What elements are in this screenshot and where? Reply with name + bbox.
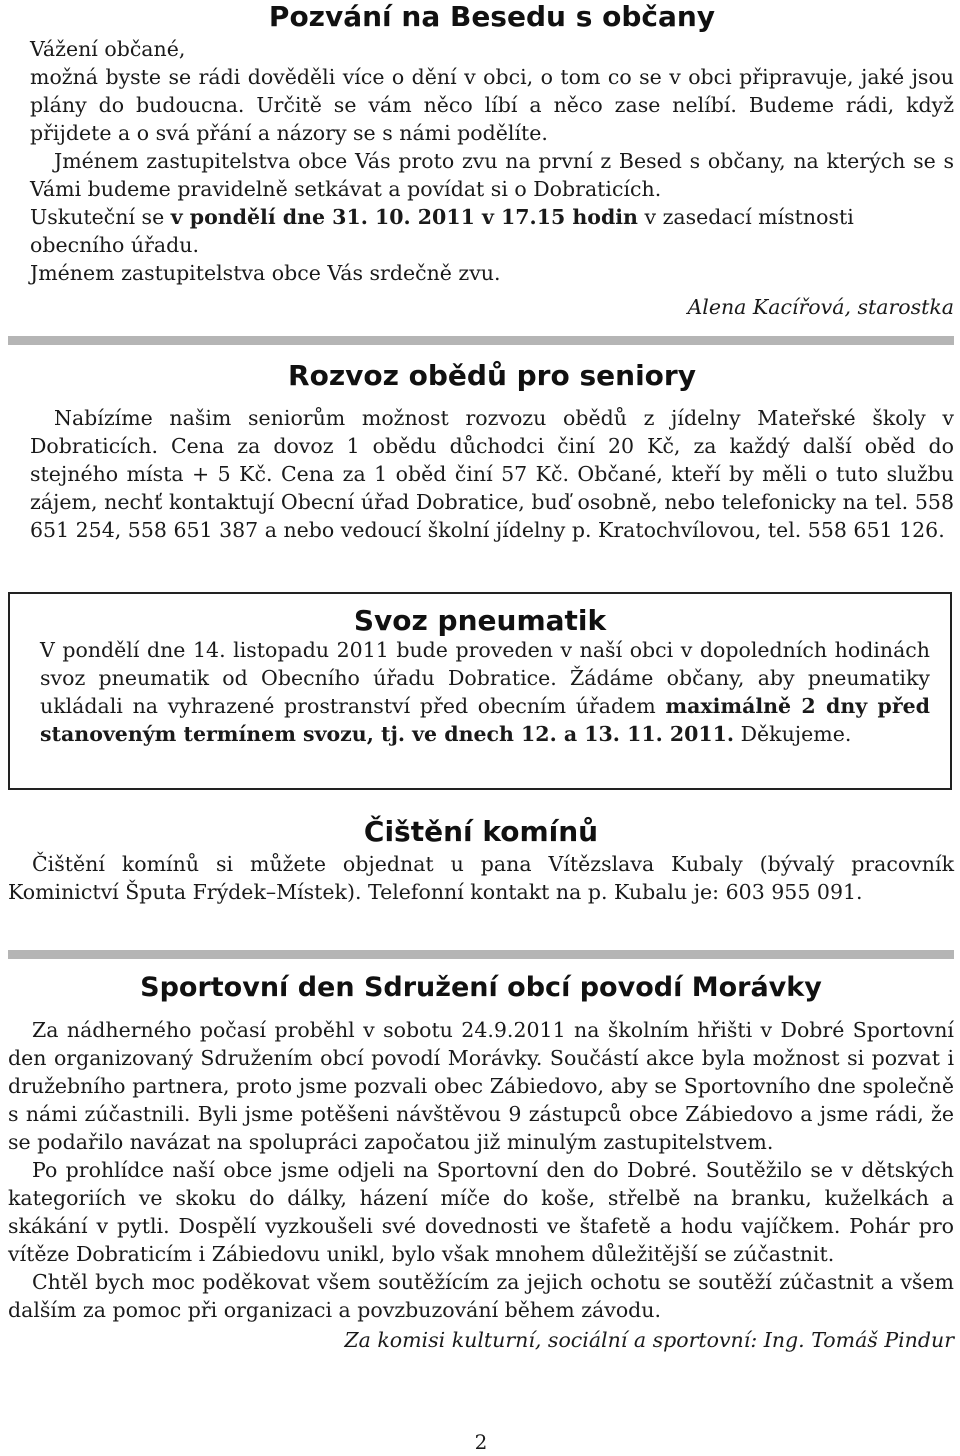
meeting-date: v pondělí dne 31. 10. 2011 v 17.15 hodin [170, 205, 638, 229]
text: v zasedací místnosti obecního úřadu. [30, 205, 854, 257]
section-lunch-delivery [30, 356, 954, 544]
greeting: Vážení občané, [30, 37, 186, 61]
paragraph: Po prohlídce naší obce jsme odjeli na Sportovní den do Dobré. Soutěžilo se v dětských kategoriích ve skoku do dálky, házení míče do koše, střelbě na branku, kuželkách a skákání v pytli. Dospělí vyzkoušeli své dovednosti ve štafetě a hodu vajíčkem. Pohár pro vítěze Dobraticím i Zábiedovu unikl, bylo však mnohem důležitější se zúčastnit. [8, 1158, 954, 1266]
section-divider [8, 336, 954, 345]
section-divider [8, 950, 954, 959]
section-title: Rozvoz obědů pro seniory [288, 359, 696, 392]
section-title: Svoz pneumatik [353, 604, 607, 637]
paragraph: Nabízíme našim seniorům možnost rozvozu obědů z jídelny Mateřské školy v Dobraticích. Cena za dovoz 1 obědu důchodci činí 20 Kč, za každý další oběd do stejného místa + 5 Kč. Cena za 1 oběd činí 57 Kč. Občané, kteří by měli o tuto službu zájem, nechť kontaktují Obecní úřad Dobratice, buď osobně, nebo telefonicky na tel. 558 651 254, 558 651 387 a nebo vedoucí školní jídelny p. Kratochvílovou, tel. 558 651 126. [30, 406, 954, 542]
paragraph: Čištění komínů si můžete objednat u pana Vítězslava Kubaly (bývalý pracovník Kominictví Šputa Frýdek–Místek). Telefonní kontakt na p. Kubalu je: 603 955 091. [8, 852, 954, 904]
paragraph: Za nádherného počasí proběhl v sobotu 24.9.2011 na školním hřišti v Dobré Sportovní den organizovaný Sdružením obcí povodí Morávky. Součástí akce byla možnost si pozvat i družebního partnera, proto jsme pozvali obec Zábiedovo, aby se Sportovního dne společně s námi zúčastnili. Byli jsme potěšeni návštěvou 9 zástupců obce Zábiedovo a jsme rádi, že se podařilo navázat na spolupráci započatou již minulým zastupitelstvem. [8, 1018, 954, 1154]
newsletter-page [8, 0, 954, 1456]
text: V pondělí dne 14. listopadu 2011 bude proveden v naší obci v dopoledních hodinách svoz pneumatik od Obecního úřadu Dobratice. Žádáme občany, aby pneumatiky ukládali na vyhrazené prostranství před obecním úřadem [40, 638, 930, 718]
invitation-closing: Jménem zastupitelstva obce Vás srdečně zvu. [30, 261, 501, 285]
section-tire-collection [8, 592, 952, 790]
meeting-info [30, 203, 954, 259]
page-number: 2 [474, 1430, 488, 1454]
section-beseda [30, 0, 954, 321]
text: Děkujeme. [734, 722, 852, 746]
section-title: Čištění komínů [363, 815, 599, 848]
text: Uskuteční se [30, 205, 171, 229]
paragraph: možná byste se rádi dověděli více o dění v obci, o tom co se v obci připravuje, jaké jsou plány do budoucna. Určitě se vám něco líbí a něco zase nelíbí. Budeme rádi, když přijdete a o svá přání a názory se s námi podělíte. [30, 65, 954, 145]
paragraph [40, 636, 930, 748]
section-title: Sportovní den Sdružení obcí povodí Morávky [140, 972, 822, 1003]
paragraph: Chtěl bych moc poděkovat všem soutěžícím za jejich ochotu se soutěží zúčastnit a všem dalším za pomoc při organizaci a povzbuzování během závodu. [8, 1270, 954, 1322]
section-sports-day [8, 968, 954, 1354]
deadline: maximálně 2 dny před stanoveným termínem svozu, tj. ve dnech 12. a 13. 11. 2011. [40, 694, 931, 746]
signature: Alena Kacířová, starostka [687, 295, 954, 319]
section-title: Pozvání na Besedu s občany [268, 0, 716, 33]
paragraph: Jménem zastupitelstva obce Vás proto zvu na první z Besed s občany, na kterých se s Vámi budeme pravidelně setkávat a povídat si o Dobraticích. [30, 149, 954, 201]
signature: Za komisi kulturní, sociální a sportovní: Ing. Tomáš Pindur [344, 1328, 954, 1352]
section-chimney [8, 812, 954, 906]
